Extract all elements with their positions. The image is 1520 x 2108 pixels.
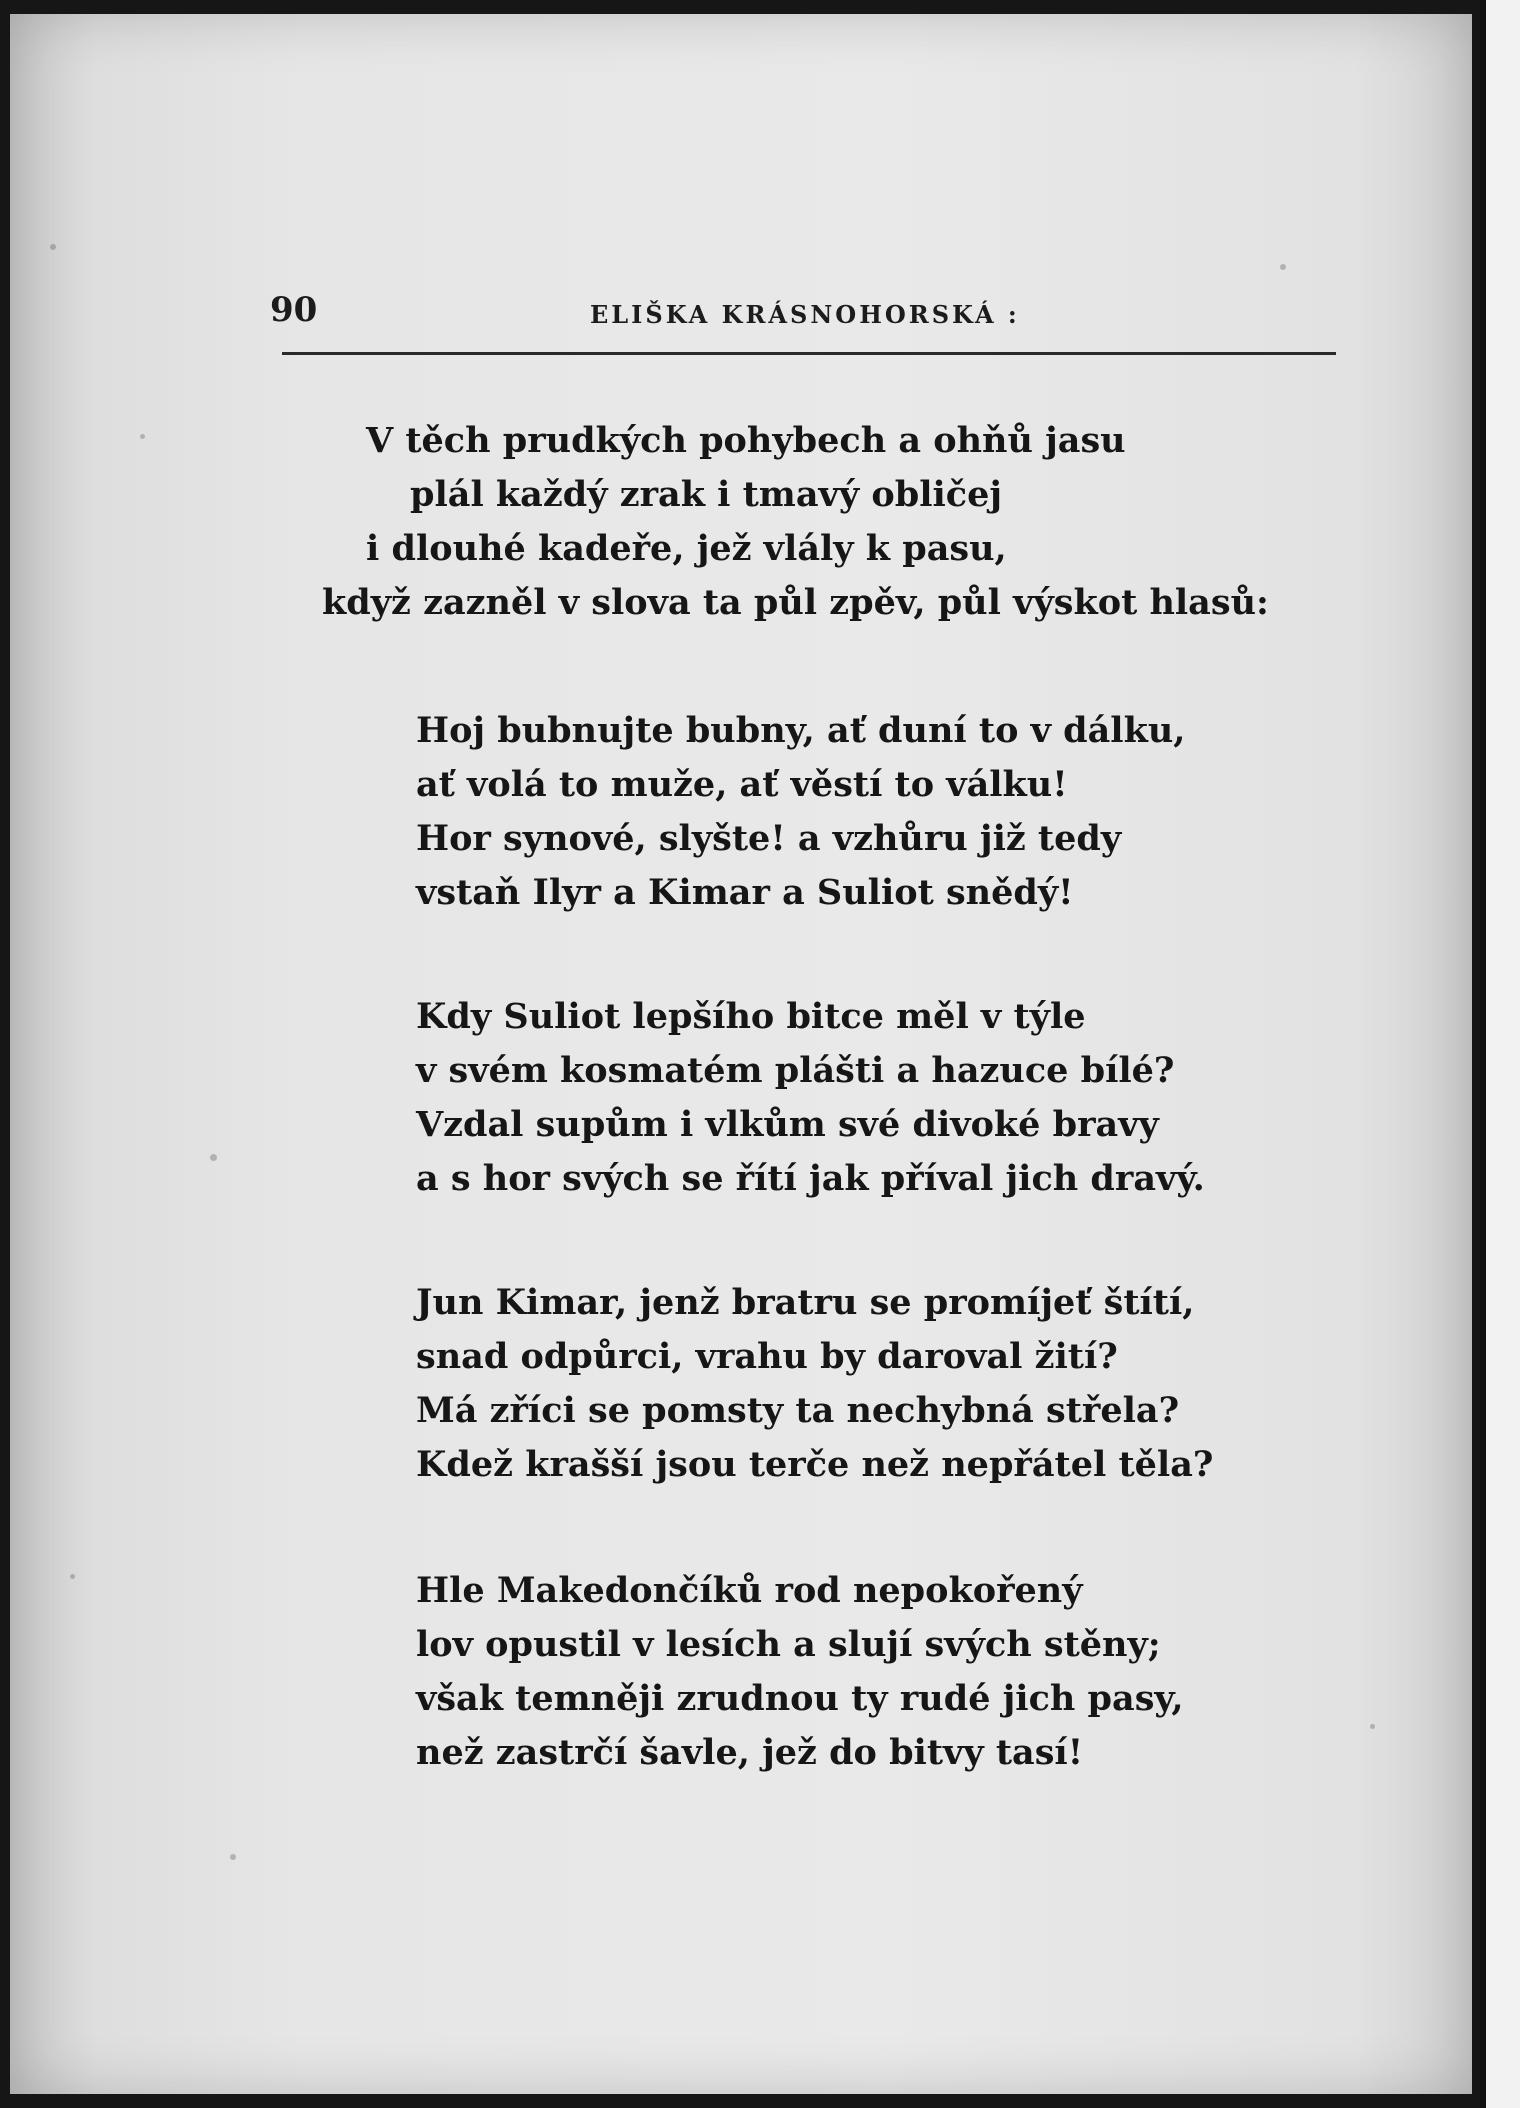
page-number: 90: [270, 290, 318, 330]
poem-line: i dlouhé kadeře, jež vlály k pasu,: [366, 528, 1007, 569]
poem-line: Jun Kimar, jenž bratru se promíjeť štítí,: [416, 1282, 1195, 1323]
poem-line: V těch prudkých pohybech a ohňů jasu: [366, 420, 1126, 461]
poem-line: snad odpůrci, vrahu by daroval žití?: [416, 1336, 1118, 1377]
poem-line: a s hor svých se řítí jak příval jich dravý.: [416, 1158, 1205, 1199]
poem-line: Hoj bubnujte bubny, ať duní to v dálku,: [416, 710, 1186, 751]
poem-line: však temněji zrudnou ty rudé jich pasy,: [416, 1678, 1184, 1719]
poem-line: Hle Makedončíků rod nepokořený: [416, 1570, 1083, 1611]
running-head: ELIŠKA KRÁSNOHORSKÁ :: [590, 300, 1020, 329]
poem-line: Hor synové, slyšte! a vzhůru již tedy: [416, 818, 1122, 859]
adjacent-page-edge: [1480, 0, 1520, 2108]
poem-line: ať volá to muže, ať věstí to válku!: [416, 764, 1068, 805]
poem-line: v svém kosmatém plášti a hazuce bílé?: [416, 1050, 1175, 1091]
header-rule: [282, 352, 1336, 355]
poem-line: když zazněl v slova ta půl zpěv, půl výskot hlasů:: [322, 582, 1269, 623]
poem-line: vstaň Ilyr a Kimar a Suliot snědý!: [416, 872, 1074, 913]
poem-line: Kdež krašší jsou terče než nepřátel těla?: [416, 1444, 1214, 1485]
poem-line: lov opustil v lesích a slují svých stěny;: [416, 1624, 1161, 1665]
page-header: [270, 290, 1330, 340]
poem-line: Kdy Suliot lepšího bitce měl v týle: [416, 996, 1086, 1037]
poem-line: Vzdal supům i vlkům své divoké bravy: [416, 1104, 1159, 1145]
poem-line: než zastrčí šavle, jež do bitvy tasí!: [416, 1732, 1084, 1773]
poem-line: plál každý zrak i tmavý obličej: [410, 474, 1003, 515]
poem-line: Má zříci se pomsty ta nechybná střela?: [416, 1390, 1180, 1431]
